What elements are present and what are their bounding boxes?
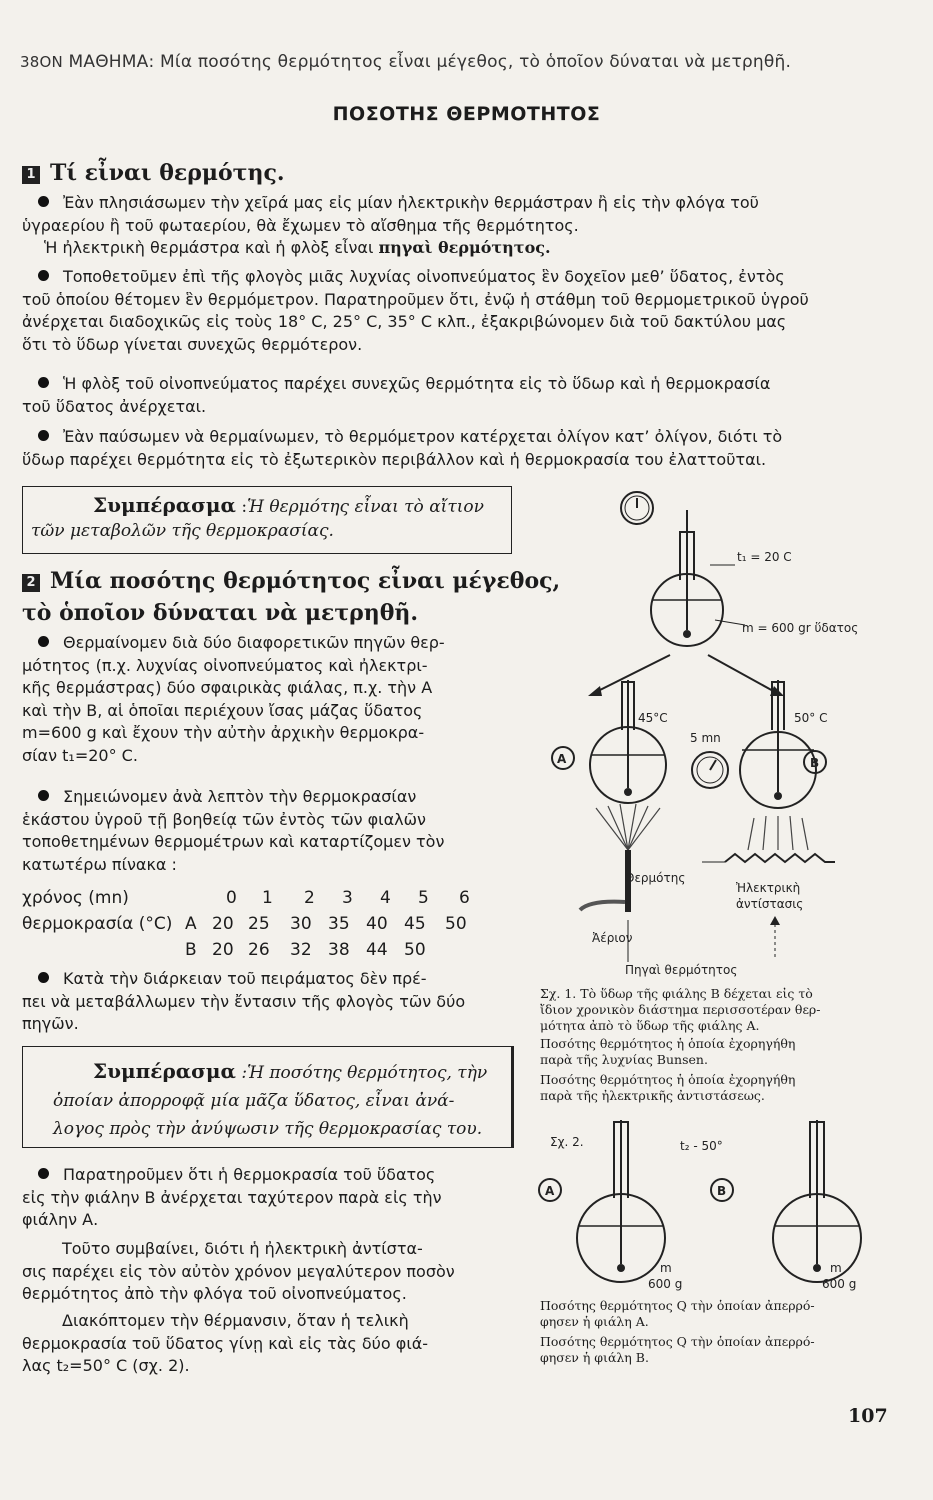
section2-heading-text2: τὸ ὁποῖον δύναται νὰ μετρηθῆ. (22, 600, 419, 626)
text-line (540, 1314, 815, 1330)
section1-paragraph2 (22, 266, 892, 356)
line-text: Κατὰ τὴν διάρκειαν τοῦ πειράματος δὲν πρέ- (63, 969, 427, 988)
text-line: τοῦ ὕδατος ἀνέρχεται. (22, 396, 207, 416)
section1-number: 1 (22, 166, 40, 184)
bullet-icon (38, 430, 49, 441)
bold-term: πηγαὶ θερμότητος. (378, 238, 551, 257)
section1-paragraph4 (22, 426, 892, 471)
page-number: 107 (848, 1405, 888, 1427)
fig1-temp-a: 45°C (638, 711, 668, 725)
figure1 (530, 470, 920, 990)
text-line: Ἡ ἠλεκτρικὴ θερμάστρα καὶ ἡ φλὸξ εἶναι (44, 238, 379, 257)
table-cell: 38 (328, 940, 350, 960)
fig1-caption2 (540, 1036, 795, 1068)
section2-paragraph1 (22, 632, 512, 767)
table-cell: 1 (262, 888, 273, 908)
conclusion-text: Ἡ θερμότης εἶναι τὸ αἴτιον (247, 497, 484, 517)
line-text: ἴδιον χρονικὸν διάστημα περισσοτέραν θερ- (540, 1002, 821, 1017)
text-line (22, 677, 512, 700)
fig2-label-a: A (545, 1184, 555, 1198)
bullet-icon (38, 636, 49, 647)
table-cell: 20 (212, 914, 234, 934)
text-line (22, 655, 512, 678)
fig1-label-b: B (810, 756, 820, 770)
line-text: m=600 g καὶ ἔχουν τὴν αὐτὴν ἀρχικὴν θερμοκρα- (22, 723, 425, 742)
fig1-label-a: A (557, 752, 567, 766)
fig1-heat: Θερμότης (625, 871, 686, 885)
section1-heading (22, 160, 285, 186)
table-cell: 45 (404, 914, 426, 934)
flame-icon (596, 804, 660, 850)
text-line (540, 1350, 815, 1366)
arrow-icon (588, 655, 784, 696)
text-line (540, 1052, 795, 1068)
bullet-icon (38, 377, 49, 388)
lesson-header (20, 52, 791, 72)
line-text: κῆς θερμάστρας) δύο σφαιρικὰς φιάλας, π.χ. τὴν Α (22, 678, 433, 697)
conclusion-text: τῶν μεταβολῶν τῆς θερμοκρασίας. (31, 521, 334, 541)
fig1-resist-l2: ἀντίστασις (736, 897, 804, 911)
fig1-gas: Ἀέριον (592, 931, 633, 945)
row-b-label: B (185, 940, 197, 960)
line-text: Θερμαίνομεν διὰ δύο διαφορετικῶν πηγῶν θερ- (63, 633, 445, 652)
fig1-mass: m = 600 gr ὕδατος (742, 621, 859, 635)
text-line: ἀνέρχεται διαδοχικῶς εἰς τοὺς 18° C, 25° C, 35° C κλπ., ἐξακριβώνομεν διὰ τοῦ δακτύλου μας (22, 312, 787, 331)
bullet-icon (38, 1168, 49, 1179)
bullet-icon (38, 790, 49, 801)
text-line (22, 722, 512, 745)
gas-pipe (580, 902, 625, 910)
table-cell: 3 (342, 888, 353, 908)
line-text: κατωτέρω πίνακα : (22, 854, 177, 874)
fig2-mass-b: 600 g (822, 1277, 857, 1291)
table-cell: 20 (212, 940, 234, 960)
flask-b (740, 680, 816, 808)
conclusion-sep: : (235, 497, 248, 517)
fig1-caption (540, 986, 821, 1034)
conclusion-label: Συμπέρασμα (93, 1059, 236, 1083)
fig1-caption3 (540, 1072, 795, 1104)
text-line: Ἐὰν παύσωμεν νὰ θερμαίνωμεν, τὸ θερμόμετρον κατέρχεται ὀλίγον κατ’ ὀλίγον, διότι τὸ (63, 427, 783, 446)
text-line (22, 1333, 512, 1356)
line-text: μότητα ἀπὸ τὸ ὕδωρ τῆς φιάλης Α. (540, 1018, 760, 1033)
conclusion1-box (22, 486, 512, 554)
table-cell: 35 (328, 914, 350, 934)
text-line (22, 1310, 512, 1333)
text-line (22, 1283, 512, 1306)
text-line (22, 1261, 512, 1284)
line-text: λας t₂=50° C (σχ. 2). (22, 1356, 190, 1375)
line-text: θερμότητος ἀπὸ τὴν φλόγα τοῦ οἰνοπνεύματος. (22, 1284, 407, 1303)
table-cell: 32 (290, 940, 312, 960)
text-line (22, 968, 512, 991)
line-text: Σημειώνομεν ἀνὰ λεπτὸν τὴν θερμοκρασίαν (63, 787, 417, 806)
line-text: Ποσότης θερμότητος Q τὴν ὁποίαν ἀπερρό- (540, 1298, 815, 1313)
text-line (22, 632, 512, 655)
line-text: Τοῦτο συμβαίνει, διότι ἡ ἠλεκτρικὴ ἀντίστα- (62, 1239, 423, 1258)
table-cell: 0 (226, 888, 237, 908)
fig2-label: Σχ. 2. (550, 1135, 584, 1149)
table-cell: 5 (418, 888, 429, 908)
text-line: ὅτι τὸ ὕδωρ γίνεται συνεχῶς θερμότερον. (22, 334, 363, 354)
page-title: ΠΟΣΟΤΗΣ ΘΕΡΜΟΤΗΤΟΣ (332, 103, 601, 125)
table-cell: 25 (248, 914, 270, 934)
text-line (540, 986, 821, 1002)
text-line: Ἐὰν πλησιάσωμεν τὴν χεῖρά μας εἰς μίαν ἠλεκτρικὴν θερμάστραν ἢ εἰς τὴν φλόγα τοῦ (63, 193, 759, 212)
line-text: παρὰ τῆς λυχνίας Bunsen. (540, 1052, 708, 1067)
section2-paragraph6 (22, 1310, 512, 1378)
lesson-text: ΜΑΘΗΜΑ: Μία ποσότης θερμότητος εἶναι μέγεθος, τὸ ὁποῖον δύναται νὰ μετρηθῆ. (68, 52, 792, 72)
line-text: εἰς τὴν φιάλην Β ἀνέρχεται ταχύτερον παρὰ εἰς τὴν (22, 1187, 442, 1207)
fig1-t1: t₁ = 20 C (737, 550, 792, 564)
table-cell: 6 (459, 888, 470, 908)
conclusion2-box (22, 1046, 514, 1148)
bullet-icon (38, 972, 49, 983)
text-line (540, 1334, 815, 1350)
table-cell: 26 (248, 940, 270, 960)
text-line (22, 991, 512, 1014)
temp-label: θερμοκρασία (°C) (22, 914, 173, 934)
conclusion-text: ὁποίαν ἀπορροφᾷ μία μᾶζα ὕδατος, εἶναι ἀνά- (53, 1091, 455, 1111)
table-cell: 30 (290, 914, 312, 934)
line-text: Ποσότης θερμότητος Q τὴν ὁποίαν ἀπερρό- (540, 1334, 815, 1349)
text-line (540, 1018, 821, 1034)
line-text: φησεν ἡ φιάλη Β. (540, 1350, 649, 1365)
section2-heading-text: Μία ποσότης θερμότητος εἶναι μέγεθος, (50, 568, 561, 594)
text-line (540, 1036, 795, 1052)
fig2-label-b: B (717, 1184, 727, 1198)
fig2-m-b: m (830, 1261, 842, 1275)
text-line (22, 809, 512, 832)
text-line: Τοποθετοῦμεν ἐπὶ τῆς φλογὸς μιᾶς λυχνίας οἰνοπνεύματος ἓν δοχεῖον μεθ’ ὕδατος, ἐντὸς (63, 267, 785, 286)
lesson-number: 38ΟΝ (20, 53, 63, 71)
text-line (22, 1164, 512, 1187)
text-line (22, 1209, 512, 1232)
line-text: Ποσότης θερμότητος ἡ ὁποία ἐχορηγήθη (540, 1036, 796, 1051)
flask-a (590, 680, 666, 803)
text-line (540, 1298, 815, 1314)
section2-paragraph5 (22, 1238, 512, 1306)
text-line (540, 1072, 795, 1088)
section1-paragraph3 (22, 373, 892, 418)
flask-top (651, 510, 723, 646)
heat-rays (748, 816, 808, 850)
section2-number: 2 (22, 574, 40, 592)
fig2-m-a: m (660, 1261, 672, 1275)
bullet-icon (38, 270, 49, 281)
conclusion-label: Συμπέρασμα (93, 493, 236, 517)
text-line (540, 1002, 821, 1018)
text-line (22, 700, 512, 723)
text-line: ὕδωρ παρέχει θερμότητα εἰς τὸ ἐξωτερικὸν περιβάλλον καὶ ἡ θερμοκρασία του ἐλαττοῦται. (22, 449, 767, 469)
text-line: Ἡ φλὸξ τοῦ οἰνοπνεύματος παρέχει συνεχῶς θερμότητα εἰς τὸ ὕδωρ καὶ ἡ θερμοκρασία (63, 374, 771, 393)
line-text: πει νὰ μεταβάλλωμεν τὴν ἔντασιν τῆς φλογὸς τῶν δύο (22, 991, 466, 1011)
fig1-sources: Πηγαὶ θερμότητος (625, 963, 738, 977)
line-text: Σχ. 1. Τὸ ὕδωρ τῆς φιάλης Β δέχεται εἰς τὸ (540, 986, 813, 1001)
resistance-icon (725, 854, 835, 862)
line-text: θερμοκρασία τοῦ ὕδατος γίνῃ καὶ εἰς τὰς δύο φιά- (22, 1333, 429, 1353)
text-line: ὑγραερίου ἢ τοῦ φωταερίου, θὰ ἔχωμεν τὸ αἴσθημα τῆς θερμότητος. (22, 215, 579, 235)
clock-icon (621, 492, 653, 524)
text-line (22, 786, 512, 809)
line-text: παρὰ τῆς ἠλεκτρικῆς ἀντιστάσεως. (540, 1088, 765, 1103)
conclusion-text: Ἡ ποσότης θερμότητος, τὴν (247, 1063, 488, 1083)
text-line (22, 854, 512, 877)
fig2-t2: t₂ - 50° (680, 1139, 723, 1153)
line-text: τοποθετημένων θερμομέτρων καὶ καταρτίζομεν τὸν (22, 832, 445, 851)
table-cell: 50 (404, 940, 426, 960)
text-line (22, 1355, 512, 1378)
line-text: καὶ τὴν Β, αἱ ὁποῖαι περιέχουν ἴσας μάζας ὕδατος (22, 700, 423, 720)
section2-paragraph4 (22, 1164, 512, 1232)
line-text: Διακόπτομεν τὴν θέρμανσιν, ὅταν ἡ τελικὴ (62, 1311, 409, 1330)
text-line (22, 1013, 512, 1036)
table-cell: 50 (445, 914, 467, 934)
bullet-icon (38, 196, 49, 207)
line-text: Παρατηροῦμεν ὅτι ἡ θερμοκρασία τοῦ ὕδατος (63, 1165, 436, 1184)
line-text: φιάλην Α. (22, 1210, 99, 1229)
fig1-temp-b: 50° C (794, 711, 828, 725)
table-cell: 44 (366, 940, 388, 960)
line-text: σίαν t₁=20° C. (22, 745, 138, 765)
conclusion-text: λογος πρὸς τὴν ἀνύψωσιν τῆς θερμοκρασίας του. (53, 1119, 483, 1139)
line-text: σις παρέχει εἰς τὸν αὐτὸν χρόνον μεγαλύτερον ποσὸν (22, 1261, 455, 1281)
line-text: ἑκάστου ὑγροῦ τῇ βοηθείᾳ τῶν ἐντὸς τῶν φιαλῶν (22, 809, 426, 829)
time-label: χρόνος (mn) (22, 888, 129, 908)
table-cell: 2 (304, 888, 315, 908)
section1-paragraph1 (22, 192, 892, 260)
text-line (22, 1187, 512, 1210)
text-line (22, 1238, 512, 1261)
clock-icon (692, 752, 728, 788)
text-line (22, 745, 512, 768)
text-line: τοῦ ὁποίου θέτομεν ἓν θερμόμετρον. Παρατηροῦμεν ὅτι, ἐνῷ ἡ στάθμη τοῦ θερμομετρικοῦ ὑγροῦ (22, 289, 809, 309)
row-a-label: A (185, 914, 197, 934)
section2-heading (22, 568, 560, 594)
fig1-resist-l1: Ἠλεκτρικὴ (736, 881, 801, 895)
section2-paragraph2 (22, 786, 512, 876)
line-text: φησεν ἡ φιάλη Α. (540, 1314, 649, 1329)
flask-b-fig2 (773, 1120, 861, 1282)
fig2-mass-a: 600 g (648, 1277, 683, 1291)
figure2 (530, 1118, 920, 1298)
section2-paragraph3 (22, 968, 512, 1036)
fig1-time: 5 mn (690, 731, 721, 745)
table-cell: 4 (380, 888, 391, 908)
line-text: πηγῶν. (22, 1014, 79, 1033)
line-text: μότητος (π.χ. λυχνίας οἰνοπνεύματος καὶ ἠλεκτρι- (22, 655, 428, 675)
section1-heading-text: Τί εἶναι θερμότης. (50, 160, 285, 186)
fig2-caption1 (540, 1298, 815, 1330)
text-line (540, 1088, 795, 1104)
text-line (22, 831, 512, 854)
line-text: Ποσότης θερμότητος ἡ ὁποία ἐχορηγήθη (540, 1072, 796, 1087)
conclusion-sep: : (235, 1063, 248, 1083)
flask-a-fig2 (577, 1120, 665, 1282)
fig2-caption2 (540, 1334, 815, 1366)
table-cell: 40 (366, 914, 388, 934)
